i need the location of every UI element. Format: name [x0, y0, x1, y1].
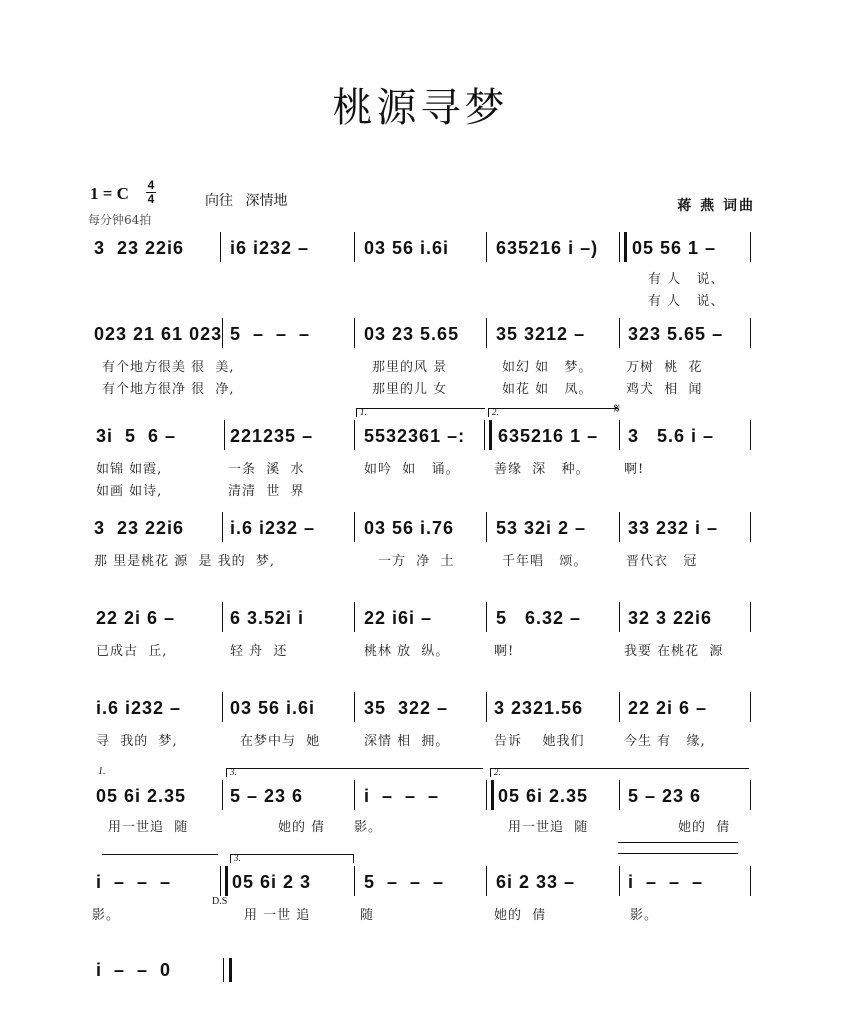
decrescendo-hairpin — [618, 842, 738, 854]
measure: 3 23 22i6 — [94, 517, 185, 538]
measure: i6 i232 – — [230, 237, 310, 258]
lyric-verse-1: 善缘 深 种。 — [494, 462, 590, 477]
measure: 3 23 22i6 — [94, 237, 185, 258]
barline — [486, 692, 487, 722]
measure: i – – – — [96, 871, 172, 892]
barline — [750, 692, 751, 722]
barline — [619, 780, 620, 810]
lyric-verse-1: 她的 倩 — [494, 908, 547, 923]
barline — [354, 318, 355, 348]
score-row-8 — [88, 853, 753, 923]
measure: i – – 0 — [96, 959, 172, 980]
repeat-end-barline — [484, 420, 492, 450]
double-barline — [220, 866, 228, 896]
barline — [486, 512, 487, 542]
measure: 22 2i 6 – — [96, 607, 176, 628]
lyric-verse-1: 用一世追 随 — [108, 820, 189, 835]
barline — [220, 232, 221, 262]
composer-credit: 蒋 燕 词曲 — [677, 198, 755, 214]
measure: 023 21 61 023 — [94, 323, 223, 344]
lyric-verse-1: 一方 净 土 — [378, 554, 455, 569]
barline — [222, 780, 223, 810]
barline — [619, 512, 620, 542]
measure: i – – – — [364, 785, 440, 806]
barline — [354, 692, 355, 722]
measure: 221235 – — [230, 425, 314, 446]
lyric-verse-2: 如花 如 凤。 — [502, 382, 593, 397]
score-row-9 — [88, 950, 753, 996]
lyric-verse-1: 轻 舟 还 — [230, 644, 288, 659]
lyric-verse-1: 如锦 如霞, — [96, 462, 163, 477]
measure: i.6 i232 – — [96, 697, 182, 718]
lyric-verse-2: 那里的儿 女 — [372, 382, 448, 397]
barline — [750, 232, 751, 262]
time-signature — [146, 179, 156, 206]
measure: 53 32i 2 – — [496, 517, 587, 538]
lyric-verse-2: 鸡犬 相 闻 — [626, 382, 703, 397]
barline — [619, 420, 620, 450]
lyric-verse-1: 用 一世 追 — [244, 908, 311, 923]
lyric-verse-1: 一条 溪 水 — [228, 462, 305, 477]
lyric-verse-1: 有个地方很美 很 美, — [102, 360, 235, 375]
lyric-verse-1: 随 — [360, 908, 375, 923]
measure: 05 56 1 – — [632, 237, 717, 258]
lyric-verse-1: 影。 — [92, 908, 121, 923]
measure: 6 3.52i i — [230, 607, 305, 628]
measure: 5 – 23 6 — [230, 785, 304, 806]
barline — [619, 602, 620, 632]
measure: 5532361 –: — [364, 425, 466, 446]
lyric-verse-1: 今生 有 缘, — [624, 734, 706, 749]
lyric-verse-2: 清清 世 界 — [228, 484, 305, 499]
measure: 05 6i 2.35 — [96, 785, 187, 806]
lyric-verse-1: 她的 倩 — [678, 820, 731, 835]
measure: 635216 1 – — [498, 425, 599, 446]
barline — [486, 866, 487, 896]
barline — [354, 866, 355, 896]
measure: 3i 5 6 – — [96, 425, 177, 446]
barline — [354, 232, 355, 262]
segno-sign: 𝄋 — [614, 402, 621, 417]
repeat-start-barline — [619, 232, 627, 262]
barline — [222, 602, 223, 632]
score-row-6 — [88, 688, 753, 749]
volta-number: 3. — [234, 853, 241, 863]
measure: 05 6i 2 3 — [232, 871, 312, 892]
score-row-2 — [88, 314, 753, 397]
barline — [750, 602, 751, 632]
lyric-verse-1: 深情 相 拥。 — [364, 734, 450, 749]
lyric-verse-2: 有个地方很净 很 净, — [102, 382, 235, 397]
score-row-1 — [88, 228, 753, 309]
barline — [750, 780, 751, 810]
measure: 03 56 i.6i — [230, 697, 316, 718]
lyric-verse-1: 已成古 丘, — [96, 644, 168, 659]
barline — [354, 512, 355, 542]
lyric-verse-1: 影。 — [630, 908, 659, 923]
meter-bottom: 4 — [147, 192, 155, 206]
lyric-verse-1: 那 里是桃花 源 是 我的 梦, — [94, 554, 276, 569]
double-barline — [486, 780, 494, 810]
measure: 03 23 5.65 — [364, 323, 460, 344]
final-barline — [223, 958, 232, 982]
barline — [486, 602, 487, 632]
barline — [222, 512, 223, 542]
lyric-verse-1: 在梦中与 她 — [240, 734, 321, 749]
measure: i – – – — [628, 871, 704, 892]
measure: 35 322 – — [364, 697, 449, 718]
barline — [224, 420, 225, 450]
measure: 22 i6i – — [364, 607, 433, 628]
volta-number: 1. — [98, 766, 106, 777]
lyric-verse-1: 她的 倩 — [278, 820, 326, 835]
barline — [750, 512, 751, 542]
lyric-verse-1: 有 人 说、 — [648, 272, 725, 287]
measure: 5 – 23 6 — [628, 785, 702, 806]
page-title: 桃源寻梦 — [332, 85, 509, 131]
barline — [486, 318, 487, 348]
barline — [750, 420, 751, 450]
barline — [354, 780, 355, 810]
lyric-verse-1: 桃林 放 纵。 — [364, 644, 450, 659]
lyric-verse-1: 我要 在桃花 源 — [624, 644, 724, 659]
barline — [750, 866, 751, 896]
score-row-5 — [88, 598, 753, 659]
measure: 3 5.6 i – — [628, 425, 715, 446]
lyric-verse-1: 啊! — [624, 462, 645, 477]
measure: 32 3 22i6 — [628, 607, 713, 628]
volta-number: 2. — [494, 767, 501, 777]
barline — [619, 692, 620, 722]
measure: 323 5.65 – — [628, 323, 724, 344]
lyric-verse-1: 啊! — [494, 644, 515, 659]
measure: 03 56 i.76 — [364, 517, 455, 538]
volta-number: 2. — [492, 407, 499, 417]
measure: 5 – – – — [230, 323, 311, 344]
barline — [619, 866, 620, 896]
score-row-7 — [88, 766, 753, 835]
barline — [619, 318, 620, 348]
barline — [354, 602, 355, 632]
barline — [222, 318, 223, 348]
measure: 5 – – – — [364, 871, 445, 892]
score-row-3 — [88, 402, 753, 499]
barline — [222, 692, 223, 722]
measure: 33 232 i – — [628, 517, 719, 538]
volta-number: 1. — [360, 407, 367, 417]
barline — [354, 420, 355, 450]
measure: 22 2i 6 – — [628, 697, 708, 718]
measure: i.6 i232 – — [230, 517, 316, 538]
barline — [750, 318, 751, 348]
lyric-verse-1: 告诉 她我们 — [494, 734, 585, 749]
meter-top: 4 — [147, 178, 155, 192]
measure: 635216 i –) — [496, 237, 599, 258]
measure: 6i 2 33 – — [496, 871, 576, 892]
lyric-verse-2: 有 人 说、 — [648, 294, 725, 309]
lyric-verse-1: 如吟 如 诵。 — [364, 462, 460, 477]
lyric-verse-1: 万树 桃 花 — [626, 360, 703, 375]
tempo-mark: 每分钟64拍 — [88, 213, 152, 227]
volta-number: 3. — [230, 767, 237, 777]
dal-segno-mark: D.S — [212, 896, 228, 907]
lyric-verse-1: 影。 — [354, 820, 383, 835]
lyric-verse-1: 晋代衣 冠 — [626, 554, 698, 569]
lyric-verse-1: 寻 我的 梦, — [96, 734, 178, 749]
measure: 5 6.32 – — [496, 607, 582, 628]
measure: 03 56 i.6i — [364, 237, 450, 258]
measure: 05 6i 2.35 — [498, 785, 589, 806]
expression-mark: 向往 深情地 — [205, 193, 288, 209]
lyric-verse-1: 那里的风 景 — [372, 360, 448, 375]
measure: 3 2321.56 — [494, 697, 584, 718]
lyric-verse-1: 用一世追 随 — [508, 820, 589, 835]
score-row-4 — [88, 508, 753, 569]
lyric-verse-1: 千年唱 颂。 — [502, 554, 588, 569]
measure: 35 3212 – — [496, 323, 586, 344]
lyric-verse-1: 如幻 如 梦。 — [502, 360, 593, 375]
barline — [486, 232, 487, 262]
key-signature: 1 = C — [90, 184, 129, 203]
lyric-verse-2: 如画 如诗, — [96, 484, 163, 499]
